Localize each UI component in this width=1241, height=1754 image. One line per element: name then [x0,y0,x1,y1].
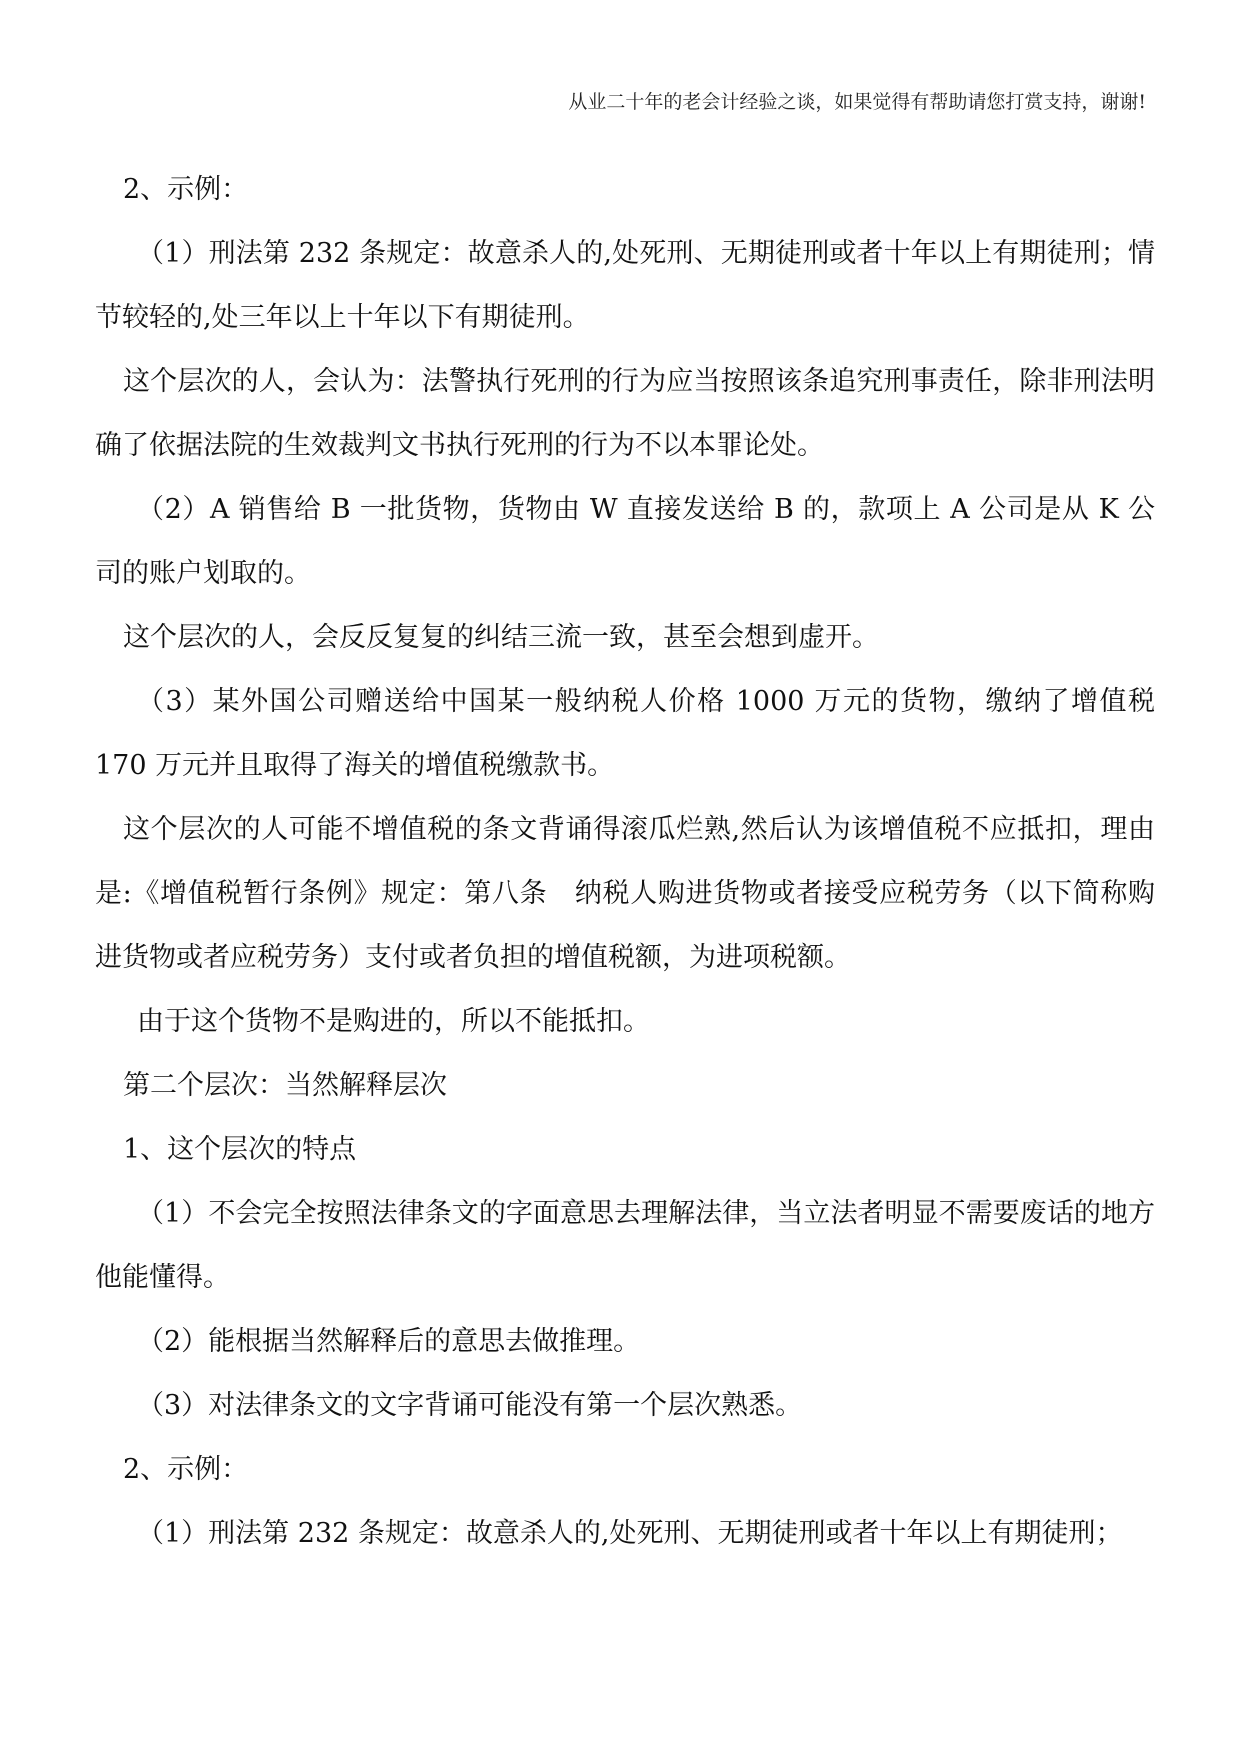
paragraph: 2、示例： [123,174,249,205]
subsection-heading: 1、这个层次的特点 [123,1134,357,1165]
paragraph: 由于这个货物不是购进的，所以不能抵扣。 [137,1006,650,1037]
paragraph: （3）对法律条文的文字背诵可能没有第一个层次熟悉。 [137,1390,803,1421]
paragraph: （2）能根据当然解释后的意思去做推理。 [137,1326,641,1357]
paragraph: 这个层次的人，会认为：法警执行死刑的行为应当按照该条追究刑事责任，除非刑法明确了依据法院的生效裁判文书执行死刑的行为不以本罪论处。 [95,366,1155,461]
document-body [95,158,1155,1566]
paragraph: （2）A 销售给 B 一批货物，货物由 W 直接发送给 B 的，款项上 A 公司是从 K 公司的账户划取的。 [95,494,1155,589]
paragraph: （3）某外国公司赠送给中国某一般纳税人价格 1000 万元的货物，缴纳了增值税 170 万元并且取得了海关的增值税缴款书。 [95,686,1155,781]
paragraph: 这个层次的人可能不增值税的条文背诵得滚瓜烂熟,然后认为该增值税不应抵扣，理由是:《增值税暂行条例》规定：第八条 纳税人购进货物或者接受应税劳务（以下简称购进货物或者应税劳务）支付或者负担的增值税额，为进项税额。 [95,814,1155,973]
subsection-heading: 2、示例： [123,1454,249,1485]
paragraph: 这个层次的人，会反反复复的纠结三流一致，甚至会想到虚开。 [123,622,879,653]
page-header: 从业二十年的老会计经验之谈，如果觉得有帮助请您打赏支持，谢谢! [568,91,1146,113]
paragraph: （1）刑法第 232 条规定：故意杀人的,处死刑、无期徒刑或者十年以上有期徒刑； [137,1518,1123,1549]
paragraph: （1）不会完全按照法律条文的字面意思去理解法律，当立法者明显不需要废话的地方他能懂得。 [95,1198,1155,1293]
section-heading: 第二个层次：当然解释层次 [123,1070,447,1101]
paragraph: （1）刑法第 232 条规定：故意杀人的,处死刑、无期徒刑或者十年以上有期徒刑；情节较轻的,处三年以上十年以下有期徒刑。 [95,238,1155,333]
